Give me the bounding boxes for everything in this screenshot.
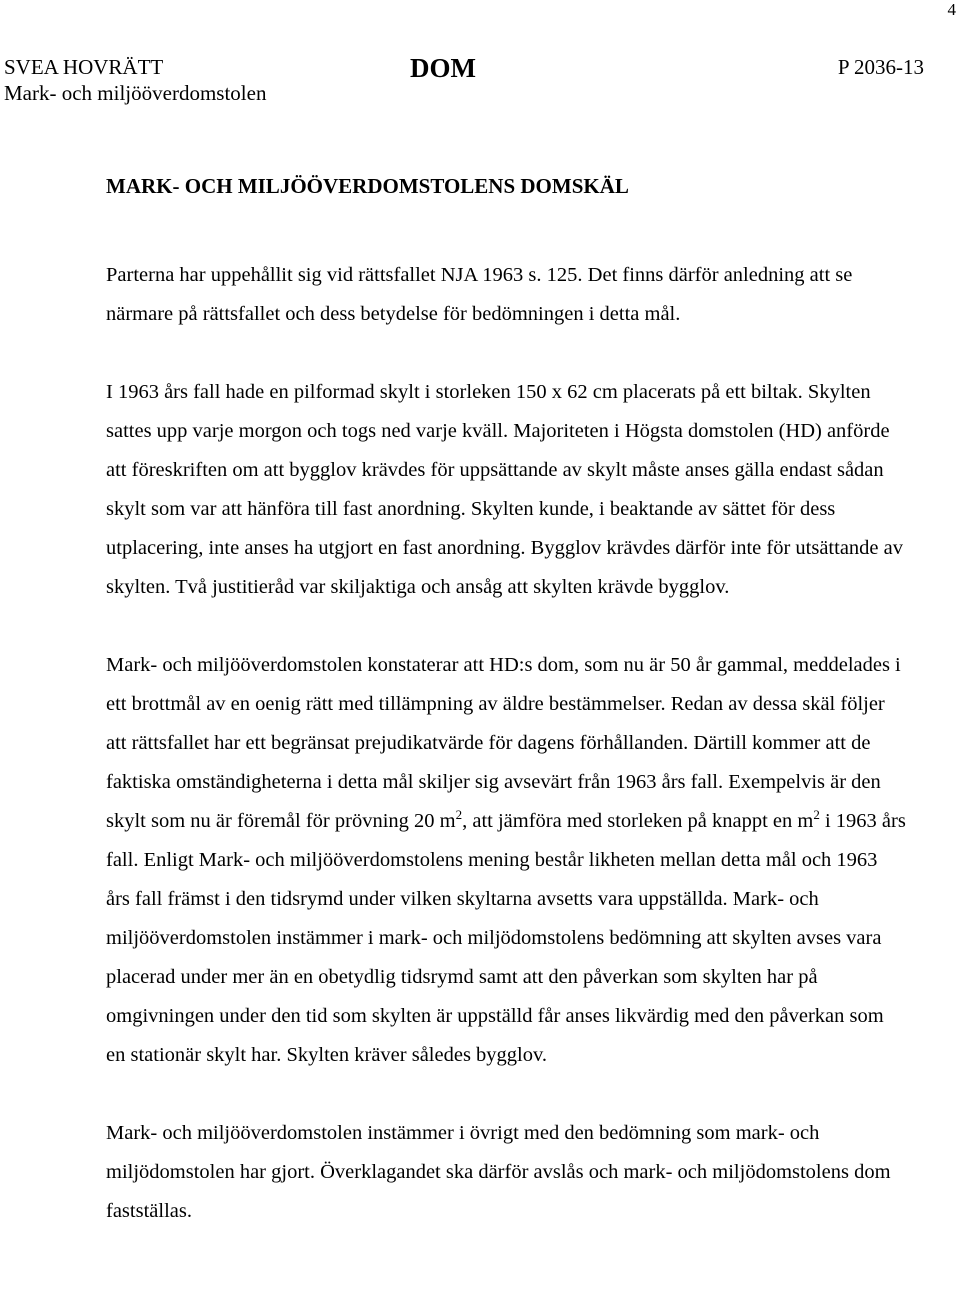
paragraph-2: I 1963 års fall hade en pilformad skylt i storleken 150 x 62 cm placerats på ett biltak. Skylten sattes upp varje morgon och togs ned varje kväll. Majoriteten i Högsta domstolen (HD) anförde att föreskriften om att bygglov krävdes för uppsättande av skylt måste anses gälla endast sådan skylt som var att hänföra till fast anordning. Skylten kunde, i beaktande av sättet för dess utplacering, inte anses ha utgjort en fast anordning. Bygglov krävdes därför inte för utsättande av skylten. Två justitieråd var skiljaktiga och ansåg att skylten krävde bygglov. bbox=[106, 381, 903, 598]
court-division: Mark- och miljööverdomstolen bbox=[4, 81, 267, 105]
page-number: 4 bbox=[947, 0, 956, 19]
section-heading: MARK- OCH MILJÖÖVERDOMSTOLENS DOMSKÄL bbox=[106, 174, 629, 198]
document-body bbox=[106, 168, 906, 1231]
court-name: SVEA HOVRÄTT bbox=[4, 55, 164, 79]
paragraph-3-part-c: i 1963 års fall. Enligt Mark- och miljööverdomstolens mening består likheten mellan detta mål och 1963 års fall främst i den tidsrymd under vilken skyltarna avsetts vara uppställda. Mark- och miljööverdomstolen instämmer i mark- och miljödomstolens bedömning att skylten avses vara placerad under mer än en obetydlig tidsrymd samt att den påverkan som skylten har på omgivningen under den tid som skylten är uppställd får anses likvärdig med den påverkan som en stationär skylt har. Skylten kräver således bygglov. bbox=[106, 810, 906, 1066]
case-number: P 2036-13 bbox=[837, 55, 924, 79]
paragraph-1: Parterna har uppehållit sig vid rättsfallet NJA 1963 s. 125. Det finns därför anledning att se närmare på rättsfallet och dess betydelse för bedömningen i detta mål. bbox=[106, 264, 853, 325]
document-header bbox=[4, 54, 924, 110]
paragraph-3-part-b: , att jämföra med storleken på knappt en m bbox=[462, 810, 814, 832]
paragraph-4: Mark- och miljööverdomstolen instämmer i övrigt med den bedömning som mark- och miljödomstolen har gjort. Överklagandet ska därför avslås och mark- och miljödomstolens dom fastställas. bbox=[106, 1122, 891, 1222]
paragraph-3-part-a: Mark- och miljööverdomstolen konstaterar att HD:s dom, som nu är 50 år gammal, meddelades i ett brottmål av en oenig rätt med tillämpning av äldre bestämmelser. Redan av dessa skäl följer att rättsfallet har ett begränsat prejudikatvärde för dagens förhållanden. Därtill kommer att de faktiska omständigheterna i detta mål skiljer sig avsevärt från 1963 års fall. Exempelvis är den skylt som nu är föremål för prövning 20 m bbox=[106, 654, 901, 832]
superscript-square: 2 bbox=[455, 807, 463, 822]
paragraph-3 bbox=[106, 646, 906, 1075]
document-type: DOM bbox=[410, 53, 476, 83]
superscript-square: 2 bbox=[813, 807, 820, 822]
